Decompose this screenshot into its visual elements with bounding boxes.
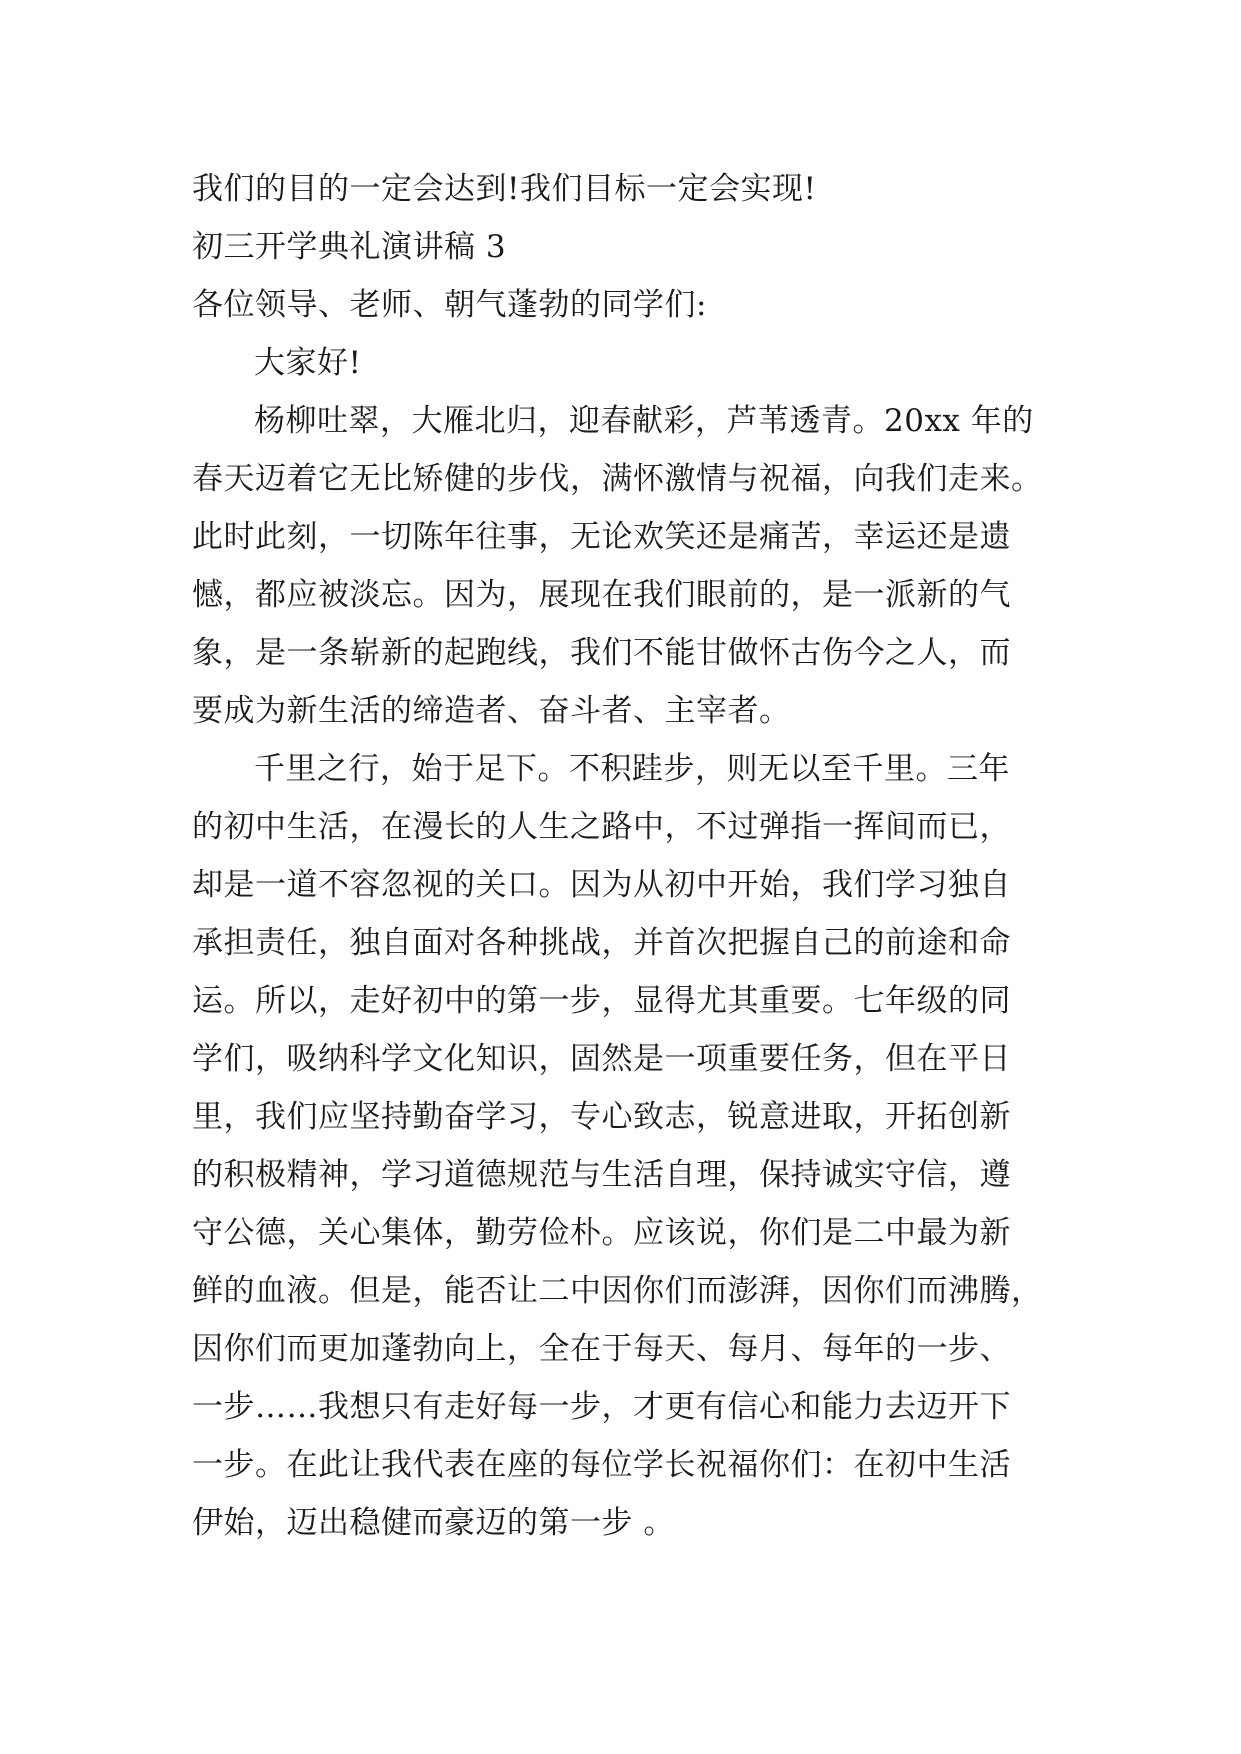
paragraph-line: 伊始，迈出稳健而豪迈的第一步 。: [192, 1505, 675, 1541]
salutation: 各位领导、老师、朝气蓬勃的同学们:: [192, 287, 707, 323]
document-body: [192, 160, 1052, 1552]
paragraph-line: 一步……我想只有走好每一步，才更有信心和能力去迈开下: [192, 1389, 1011, 1425]
paragraph-line: 鲜的血液。但是，能否让二中因你们而澎湃，因你们而沸腾，: [192, 1273, 1043, 1309]
paragraph-line: 的积极精神，学习道德规范与生活自理，保持诚实守信，遵: [192, 1157, 1011, 1193]
paragraph-line: 此时此刻，一切陈年往事，无论欢笑还是痛苦，幸运还是遗: [192, 519, 1011, 555]
paragraph-line: 守公德，关心集体，勤劳俭朴。应该说，你们是二中最为新: [192, 1215, 1011, 1251]
paragraph-line: 春天迈着它无比矫健的步伐，满怀激情与祝福，向我们走来。: [192, 461, 1043, 497]
paragraph-line: 憾，都应被淡忘。因为，展现在我们眼前的，是一派新的气: [192, 577, 1011, 613]
paragraph-line: 承担责任，独自面对各种挑战，并首次把握自己的前途和命: [192, 925, 1011, 961]
closing-line: 我们的目的一定会达到!我们目标一定会实现!: [192, 171, 817, 207]
paragraph-line: 里，我们应坚持勤奋学习，专心致志，锐意进取，开拓创新: [192, 1099, 1011, 1135]
paragraph-line: 一步。在此让我代表在座的每位学长祝福你们：在初中生活: [192, 1447, 1011, 1483]
greeting: 大家好!: [254, 345, 362, 381]
paragraph-line: 学们，吸纳科学文化知识，固然是一项重要任务，但在平日: [192, 1041, 1011, 1077]
paragraph-line: 运。所以，走好初中的第一步，显得尤其重要。七年级的同: [192, 983, 1011, 1019]
paragraph-line: 却是一道不容忽视的关口。因为从初中开始，我们学习独自: [192, 867, 1011, 903]
paragraph-1: [192, 392, 1052, 740]
paragraph-line: 千里之行，始于足下。不积跬步，则无以至千里。三年: [254, 751, 1010, 787]
speech-title: 初三开学典礼演讲稿 3: [192, 229, 507, 265]
paragraph-line: 杨柳吐翠，大雁北归，迎春献彩，芦苇透青。20xx 年的: [254, 403, 1034, 439]
paragraph-line: 的初中生活，在漫长的人生之路中，不过弹指一挥间而已，: [192, 809, 1011, 845]
paragraph-2: [192, 740, 1052, 1552]
paragraph-line: 因你们而更加蓬勃向上，全在于每天、每月、每年的一步、: [192, 1331, 1011, 1367]
paragraph-line: 象，是一条崭新的起跑线，我们不能甘做怀古伤今之人，而: [192, 635, 1011, 671]
paragraph-line: 要成为新生活的缔造者、奋斗者、主宰者。: [192, 693, 791, 729]
